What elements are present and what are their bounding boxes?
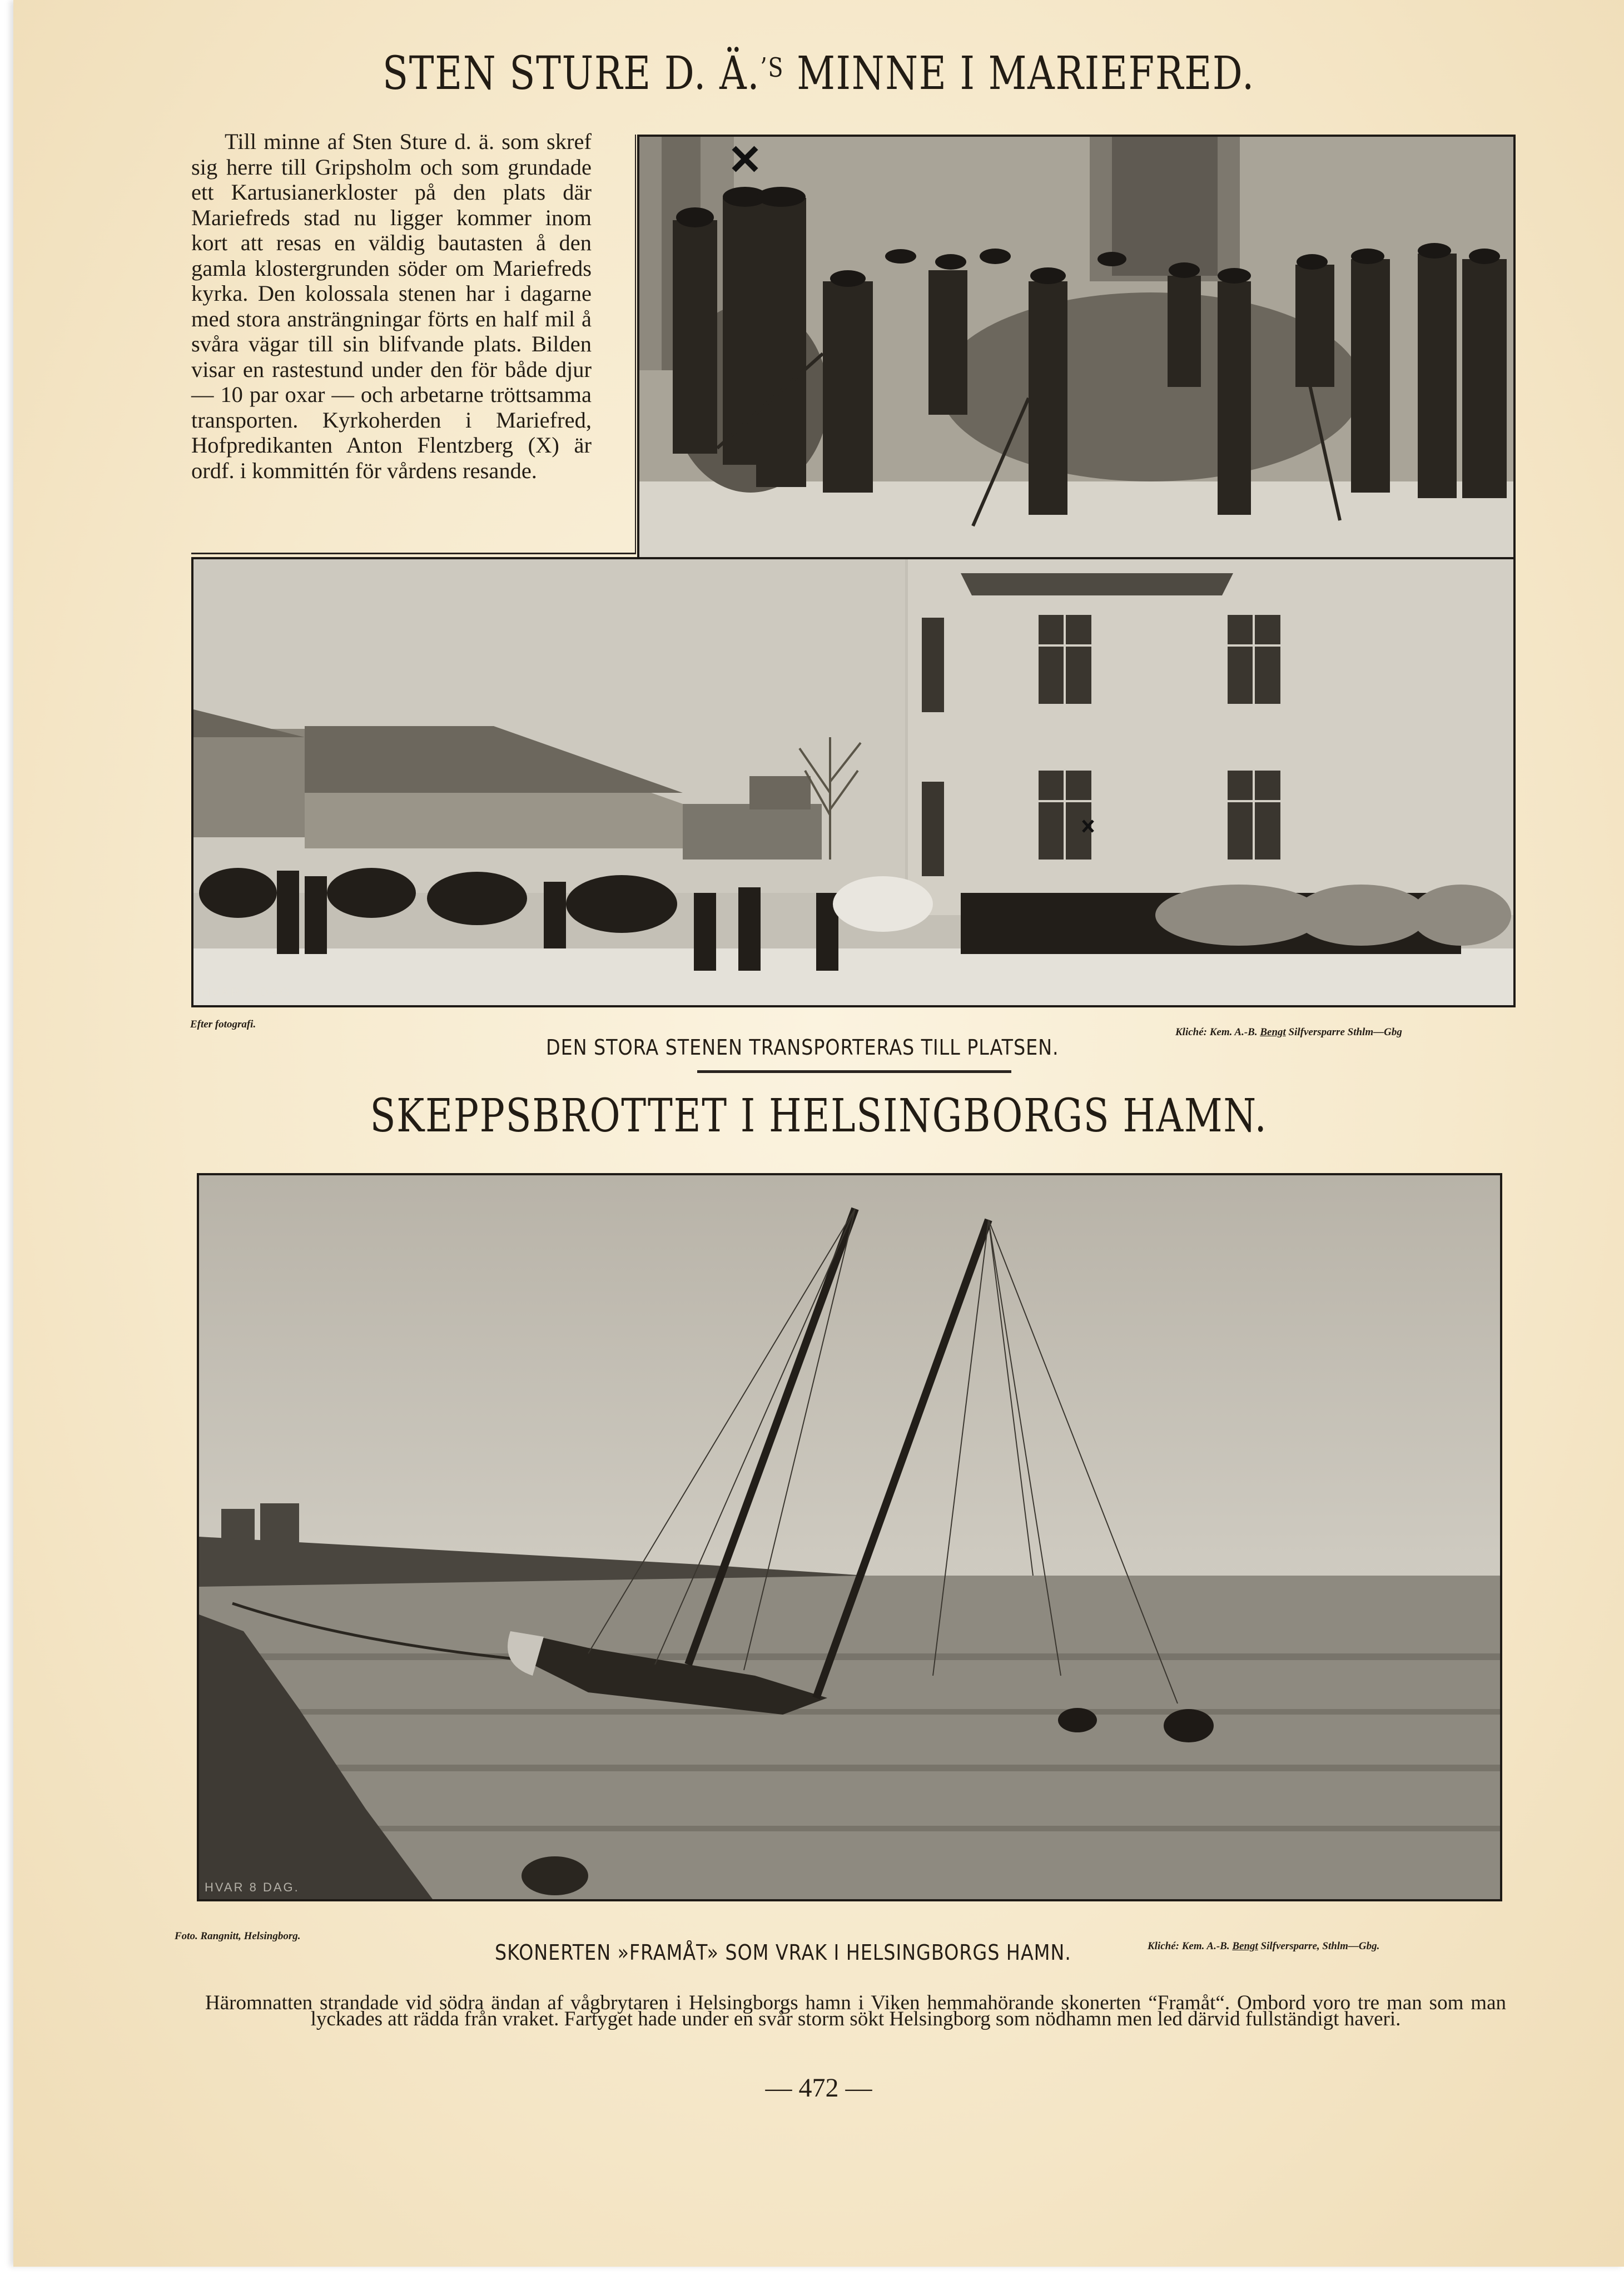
newspaper-page <box>13 0 1624 2267</box>
article-title-skeppsbrottet: SKEPPSBROTTET I HELSINGBORGS HAMN. <box>370 1090 1268 1143</box>
intro-frame-bottom-rule <box>191 553 636 554</box>
intro-paragraph: Till minne af Sten Sture d. ä. som skref sig herre till Gripsholm och som grundade ett Kartusianerkloster på den plats där Mariefreds stad nu ligger kommer inom kort att resas en väldig bautasten å den gamla klostergrunden söder om Mariefreds kyrka. Den kolossala stenen har i dagarne med stora ansträngningar förts en half mil å svåra vägar till sin blifvande plats. Bilden visar en rastestund under den för både djur — 10 par oxar — och arbetarne tröttsamma transporten. Kyrkoherden i Mariefred, Hofpredikanten Anton Flentzberg (X) är ordf. i kommittén för vårdens resande. <box>191 129 592 483</box>
photo-watermark: HVAR 8 DAG. <box>205 1880 300 1894</box>
photo-stone-and-men <box>637 135 1516 562</box>
stone-on-sledges <box>1155 885 1511 946</box>
photo-oxen-transport <box>191 557 1516 1007</box>
title-superscript: ’S <box>760 52 784 83</box>
photo-credit-left: Efter fotografi. <box>190 1019 256 1030</box>
photo-caption: DEN STORA STENEN TRANSPORTERAS TILL PLATSEN. <box>546 1035 1059 1060</box>
photo-watermark: HVAR 8 DAG. <box>201 985 296 999</box>
white-ox <box>833 876 933 932</box>
photo-credit-right: Kliché: Kem. A.-B. Bengt Silfversparre Sthlm—Gbg <box>1175 1026 1402 1038</box>
photo-shipwreck <box>197 1173 1502 1901</box>
photo-stone-and-men-illustration <box>639 137 1513 559</box>
intro-frame-right-rule <box>635 135 636 554</box>
article-title-sten-sture <box>158 47 1479 100</box>
photo-shipwreck-illustration <box>199 1175 1500 1899</box>
title-main: STEN STURE D. Ä. <box>382 47 761 100</box>
photo-credit-left: Foto. Rangnitt, Helsingborg. <box>175 1930 301 1942</box>
photo-caption: SKONERTEN »FRAMÅT» SOM VRAK I HELSINGBORGS HAMN. <box>495 1940 1071 1965</box>
article-body-text: Häromnatten strandade vid södra ändan af vågbrytaren i Helsingborgs hamn i Viken hemmahörande skonerten “Framåt“. Ombord voro tre man som man lyckades att rädda från vraket. Fartyget hade under en svår storm sökt Helsingborg som nödhamn men led därvid fullständigt haveri. <box>205 1991 1506 2030</box>
photo-oxen-transport-illustration <box>193 559 1513 1005</box>
title-rest: MINNE I MARIEFRED. <box>784 47 1255 100</box>
section-divider-rule <box>697 1070 1011 1073</box>
photo-credit-right: Kliché: Kem. A.-B. Bengt Silfversparre, Sthlm—Gbg. <box>1148 1940 1380 1952</box>
page-number: — 472 — <box>765 2073 872 2103</box>
